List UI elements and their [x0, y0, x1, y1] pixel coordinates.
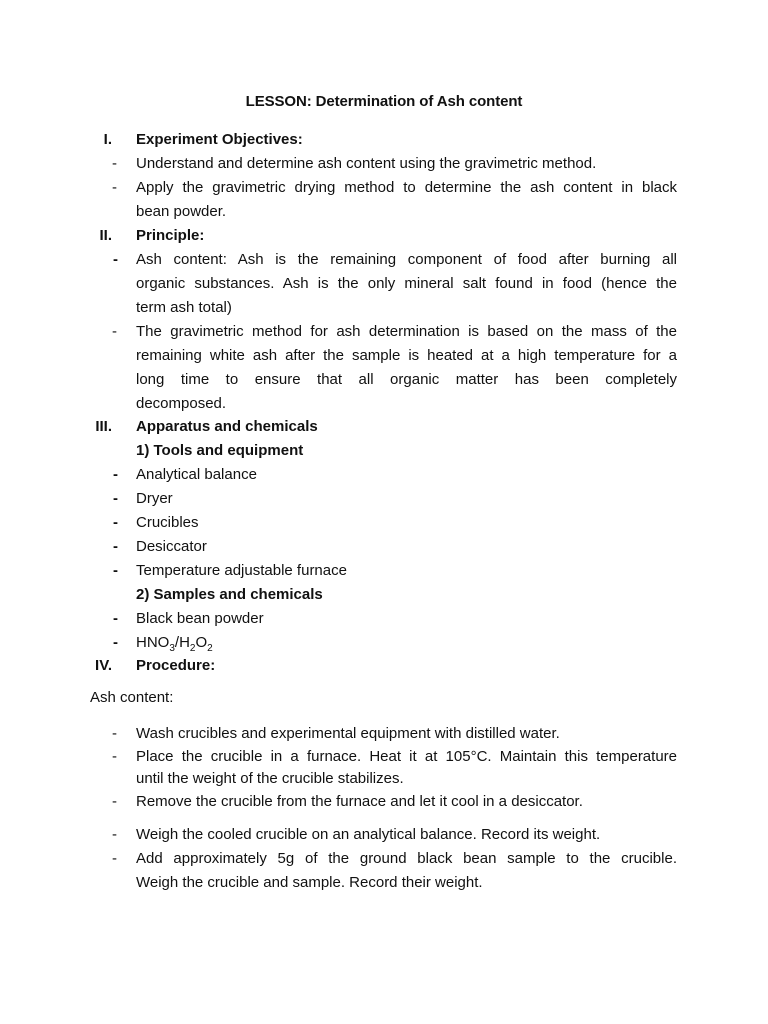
- procedure-step: Wash crucibles and experimental equipment with distilled water.: [136, 725, 560, 742]
- bullet-dash: -: [113, 538, 118, 555]
- subheading-samples: 2) Samples and chemicals: [136, 586, 323, 603]
- section-number-2: II.: [99, 227, 112, 244]
- lesson-title: LESSON: Determination of Ash content: [245, 93, 523, 110]
- bullet-dash: -: [112, 725, 117, 742]
- principle-text: decomposed.: [136, 395, 227, 412]
- tool-item: Crucibles: [136, 514, 199, 531]
- bullet-dash: -: [112, 826, 117, 843]
- principle-text: term ash total): [136, 299, 232, 316]
- formula-subscript: 2: [207, 643, 213, 654]
- procedure-step: Remove the crucible from the furnace and let it cool in a desiccator.: [136, 793, 583, 810]
- procedure-step: Weigh the cooled crucible on an analytical balance. Record its weight.: [136, 826, 601, 843]
- bullet-dash: -: [112, 850, 117, 867]
- section-heading-objectives: Experiment Objectives:: [136, 131, 303, 148]
- tool-item: Temperature adjustable furnace: [136, 562, 347, 579]
- tool-item: Desiccator: [136, 538, 207, 555]
- bullet-dash: -: [113, 514, 118, 531]
- bullet-dash: -: [113, 634, 118, 651]
- bullet-dash: -: [113, 251, 118, 268]
- bullet-dash: -: [113, 466, 118, 483]
- section-heading-procedure: Procedure:: [136, 657, 216, 674]
- section-number-1: I.: [103, 131, 112, 148]
- bullet-dash: -: [113, 490, 118, 507]
- bullet-dash: -: [112, 748, 117, 765]
- formula-part: O: [195, 634, 208, 651]
- bullet-dash: -: [112, 155, 117, 172]
- principle-text: remaining white ash after the sample is heated at a high temperature for a: [136, 347, 677, 364]
- procedure-step: Place the crucible in a furnace. Heat it at 105°C. Maintain this temperature: [136, 748, 677, 765]
- procedure-step: Add approximately 5g of the ground black bean sample to the crucible.: [136, 850, 677, 867]
- procedure-label: Ash content:: [90, 689, 174, 706]
- principle-text: Ash content: Ash is the remaining component of food after burning all: [136, 251, 677, 268]
- tool-item: Analytical balance: [136, 466, 257, 483]
- section-number-3: III.: [95, 418, 112, 435]
- procedure-step-continuation: Weigh the crucible and sample. Record their weight.: [136, 874, 483, 891]
- principle-text: organic substances. Ash is the only mineral salt found in food (hence the: [136, 275, 677, 292]
- chemical-formula: [136, 631, 677, 655]
- bullet-dash: -: [112, 793, 117, 810]
- objective-item: Apply the gravimetric drying method to determine the ash content in black: [136, 179, 677, 196]
- bullet-dash: -: [113, 610, 118, 627]
- principle-text: long time to ensure that all organic matter has been completely: [136, 371, 677, 388]
- sample-item: Black bean powder: [136, 610, 264, 627]
- subheading-tools: 1) Tools and equipment: [136, 442, 304, 459]
- principle-text: The gravimetric method for ash determination is based on the mass of the: [136, 323, 677, 340]
- objective-item-continuation: bean powder.: [136, 203, 227, 220]
- section-heading-apparatus: Apparatus and chemicals: [136, 418, 318, 435]
- formula-part: HNO: [136, 634, 170, 651]
- bullet-dash: -: [113, 562, 118, 579]
- tool-item: Dryer: [136, 490, 173, 507]
- formula-part: /H: [174, 634, 190, 651]
- objective-item: Understand and determine ash content using the gravimetric method.: [136, 155, 597, 172]
- bullet-dash: -: [112, 323, 117, 340]
- bullet-dash: -: [112, 179, 117, 196]
- section-heading-principle: Principle:: [136, 227, 205, 244]
- section-number-4: IV.: [95, 657, 112, 674]
- formula-subscript: 2: [189, 643, 196, 654]
- formula-subscript: 3: [169, 643, 175, 654]
- procedure-step-continuation: until the weight of the crucible stabilizes.: [136, 770, 404, 787]
